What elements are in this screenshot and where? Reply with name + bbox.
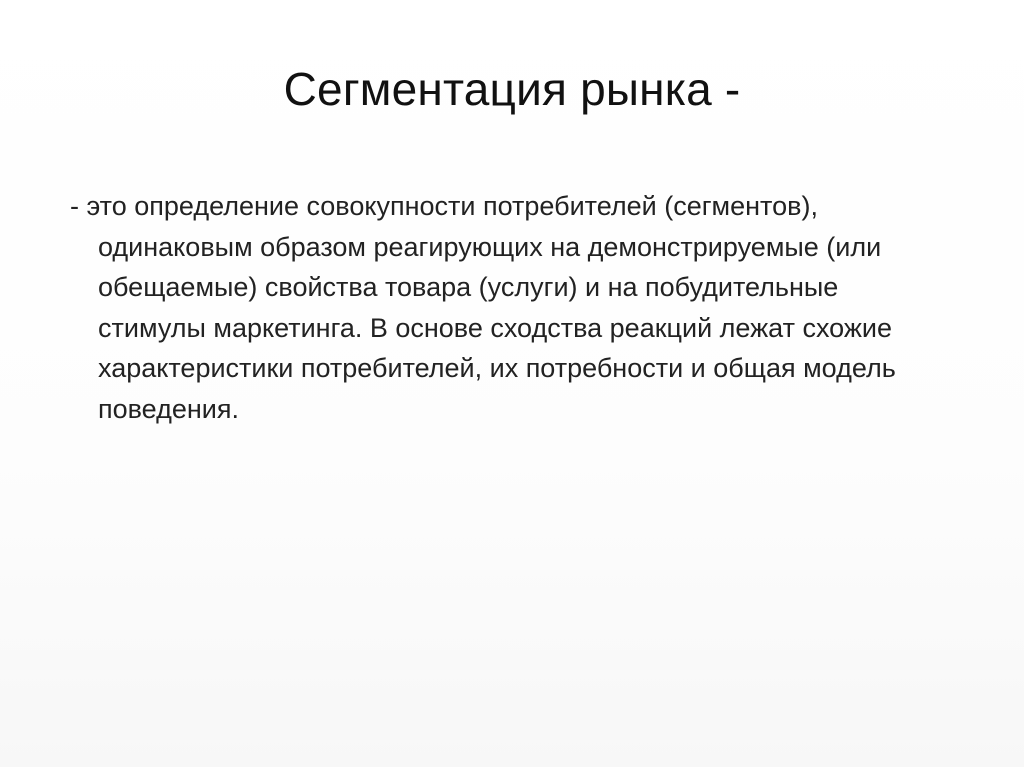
slide-body-text: - это определение совокупности потребителей (сегментов), одинаковым образом реагирующих на демонстрируемые (или обещаемые) свойства товара (услуги) и на побудительные стимулы маркетинга. В основе сходства реакций лежат схожие характеристики потребителей, их потребности и общая модель поведения. <box>70 191 896 424</box>
slide-title: Сегментация рынка - <box>283 63 741 115</box>
